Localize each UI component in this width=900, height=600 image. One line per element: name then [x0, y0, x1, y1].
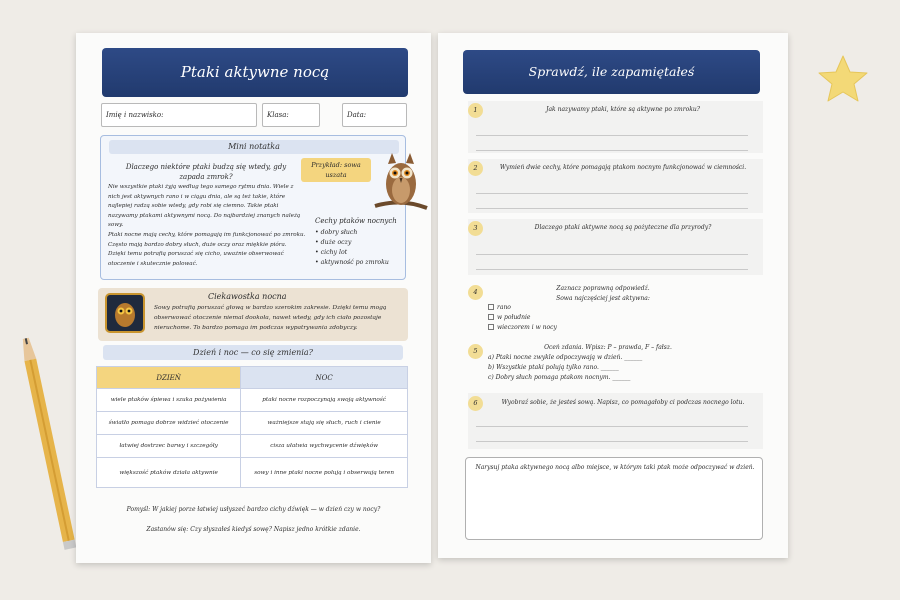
curiosity-text: Sowy potrafią poruszać głową w bardzo szerokim zakresie. Dzięki temu mogą obserwować otoczenie niemal dookoła, nawet wtedy, gdy ich ciało pozostaje nieruchome. To bardzo pomaga im podczas wypatrywania zdobyczy.	[154, 305, 387, 331]
reflection-question-1: Pomyśl: W jakiej porze łatwiej usłyszeć bardzo cichy dźwięk — w dzień czy w nocy?	[126, 506, 381, 513]
name-field[interactable]: Imię i nazwisko:	[101, 103, 257, 127]
right-worksheet-page	[438, 33, 788, 558]
option-rano[interactable]	[488, 304, 511, 311]
table-cell: większość ptaków działa aktywnie	[97, 458, 241, 488]
column-header-day: DZIEŃ	[97, 367, 241, 389]
true-false-statement[interactable]: b) Wszystkie ptaki polują tylko rano. ______	[488, 364, 619, 371]
question-number-5: 5	[468, 344, 483, 359]
features-title: Cechy ptaków nocnych	[315, 217, 397, 225]
question-number-3: 3	[468, 221, 483, 236]
question-1-text: Jak nazywamy ptaki, które są aktywne po zmroku?	[546, 106, 700, 113]
checkbox[interactable]	[488, 304, 494, 310]
left-worksheet-page	[76, 33, 431, 563]
table-cell: ważniejsze stają się słuch, ruch i cienie	[241, 412, 408, 435]
feature-item: • duże oczy	[315, 238, 389, 248]
reflection-question-2: Zastanów się: Czy słyszałeś kiedyś sowę? Napisz jedno krótkie zdanie.	[146, 526, 361, 533]
question-5-text: Oceń zdania. Wpisz: P – prawda, F – fałsz.	[544, 344, 672, 351]
answer-line[interactable]	[476, 426, 748, 427]
feature-item: • dobry słuch	[315, 228, 389, 238]
table-cell: sowy i inne ptaki nocne polują i obserwują teren	[241, 458, 408, 488]
date-field[interactable]: Data:	[342, 103, 407, 127]
mini-note-text	[108, 183, 306, 269]
table-cell: cisza ułatwia wychwycenie dźwięków	[241, 435, 408, 458]
curiosity-box	[98, 288, 408, 341]
mini-note-paragraph: Nie wszystkie ptaki żyją według tego samego rytmu dnia. Wiele z nich jest aktywnych rano i w ciągu dnia, ale są też takie, które najlepiej radzą sobie wtedy, gdy robi się ciemno. Takie ptaki nazywamy ptakami aktywnymi nocą. Do najbardziej znanych należą sowy.	[108, 184, 301, 229]
table-cell: ptaki nocne rozpoczynają swoją aktywność	[241, 389, 408, 412]
column-header-night: NOC	[241, 367, 408, 389]
question-number-2: 2	[468, 161, 483, 176]
table-cell: wiele ptaków śpiewa i szuka pożywienia	[97, 389, 241, 412]
table-row	[97, 389, 408, 412]
question-4-text: Sowa najczęściej jest aktywna:	[556, 295, 650, 302]
answer-line[interactable]	[476, 193, 748, 194]
true-false-statement[interactable]: a) Ptaki nocne zwykle odpoczywają w dzień. ______	[488, 354, 643, 361]
owl-illustration	[373, 148, 429, 218]
question-3-text: Dlaczego ptaki aktywne nocą są pożyteczne dla przyrody?	[534, 224, 712, 231]
option-label: w południe	[497, 314, 531, 321]
answer-line[interactable]	[476, 269, 748, 270]
page-title: Ptaki aktywne nocą	[102, 48, 408, 97]
mini-note-paragraph: Ptaki nocne mają cechy, które pomagają im funkcjonować po zmroku. Często mają bardzo dobry słuch, duże oczy oraz miękkie pióra. Dzięki temu potrafią poruszać się cicho, uważnie obserwować otoczenie i skutecznie polować.	[108, 231, 306, 267]
curiosity-title: Ciekawostka nocna	[208, 292, 287, 301]
mini-note-heading: Mini notatka	[109, 140, 399, 154]
answer-line[interactable]	[476, 254, 748, 255]
mini-note-box	[100, 135, 406, 280]
feature-item: • cichy lot	[315, 248, 389, 258]
question-number-1: 1	[468, 103, 483, 118]
drawing-instruction: Narysuj ptaka aktywnego nocą albo miejsce, w którym taki ptak może odpoczywać w dzień.	[475, 464, 755, 471]
checkbox[interactable]	[488, 324, 494, 330]
true-false-statement[interactable]: c) Dobry słuch pomaga ptakom nocnym. ______	[488, 374, 631, 381]
day-night-heading: Dzień i noc — co się zmienia?	[103, 345, 403, 360]
answer-line[interactable]	[476, 208, 748, 209]
table-row	[97, 458, 408, 488]
pencil-decoration	[18, 328, 78, 558]
question-number-6: 6	[468, 396, 483, 411]
mini-note-question: Dlaczego niektóre ptaki budzą się wtedy, gdy zapada zmrok?	[125, 163, 287, 181]
table-cell: światło pomaga dobrze widzieć otoczenie	[97, 412, 241, 435]
answer-line[interactable]	[476, 441, 748, 442]
question-6-text: Wyobraź sobie, że jesteś sową. Napisz, co pomagałoby ci podczas nocnego lotu.	[501, 399, 745, 406]
table-row	[97, 412, 408, 435]
quiz-title: Sprawdź, ile zapamiętałeś	[463, 50, 760, 94]
table-cell: łatwiej dostrzec barwy i szczegóły	[97, 435, 241, 458]
star-decoration	[815, 52, 871, 108]
drawing-area[interactable]	[465, 457, 763, 540]
option-w-poludnie[interactable]	[488, 314, 530, 321]
example-label: Przykład: sowa uszata	[301, 158, 371, 182]
answer-line[interactable]	[476, 150, 748, 151]
option-wieczorem[interactable]	[488, 324, 557, 331]
owl-curio-icon	[105, 293, 145, 333]
features-list	[315, 228, 389, 268]
question-4-instruction: Zaznacz poprawną odpowiedź.	[556, 285, 650, 292]
question-number-4: 4	[468, 285, 483, 300]
table-row	[97, 435, 408, 458]
option-label: wieczorem i w nocy	[497, 324, 557, 331]
answer-line[interactable]	[476, 135, 748, 136]
checkbox[interactable]	[488, 314, 494, 320]
class-field[interactable]: Klasa:	[262, 103, 320, 127]
day-night-table	[96, 366, 408, 488]
question-2-text: Wymień dwie cechy, które pomagają ptakom nocnym funkcjonować w ciemności.	[499, 164, 747, 171]
feature-item: • aktywność po zmroku	[315, 258, 389, 268]
option-label: rano	[497, 304, 511, 311]
